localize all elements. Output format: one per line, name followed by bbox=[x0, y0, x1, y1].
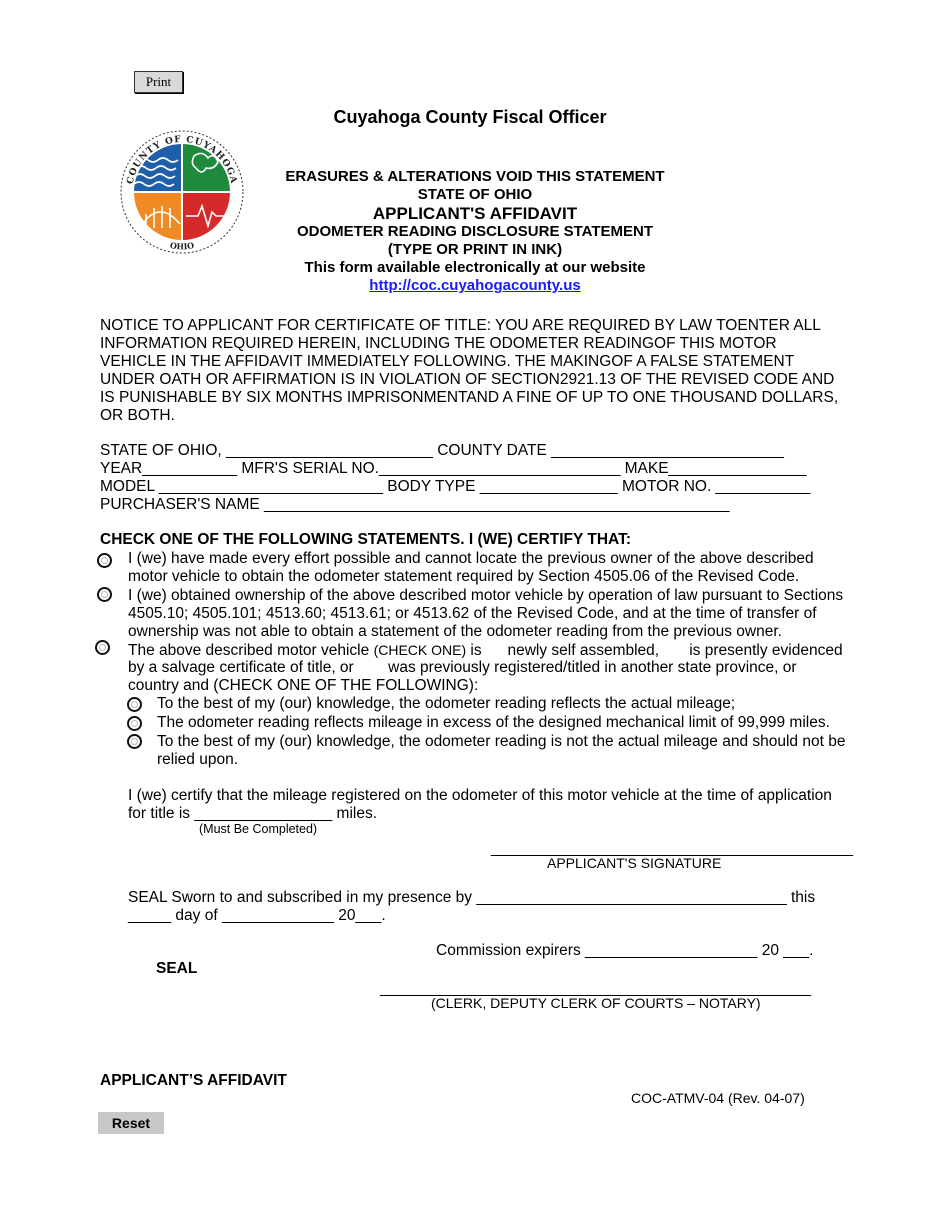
notice-line: INFORMATION REQUIRED HEREIN, INCLUDING THE ODOMETER READINGOF THIS MOTOR bbox=[100, 335, 777, 352]
actual-mileage-text: To the best of my (our) knowledge, the odometer reading reflects the actual mileage; bbox=[157, 695, 736, 712]
clerk-signature-line[interactable]: __________________________________________________ bbox=[380, 980, 812, 997]
statement-2-text: 4505.10; 4505.101; 4513.60; 4513.61; or 4513.62 of the Revised Code, and at the time of transfer of bbox=[128, 605, 817, 622]
header-line-1: ERASURES & ALTERATIONS VOID THIS STATEMENT bbox=[285, 168, 665, 185]
notice-line: VEHICLE IN THE AFFIDAVIT IMMEDIATELY FOLLOWING. THE MAKINGOF A FALSE STATEMENT bbox=[100, 353, 795, 370]
must-be-completed-note: (Must Be Completed) bbox=[199, 822, 318, 836]
check-heading: CHECK ONE OF THE FOLLOWING STATEMENTS. I (WE) CERTIFY THAT: bbox=[100, 531, 631, 548]
state-county-date-field[interactable]: STATE OF OHIO, ________________________ COUNTY DATE ___________________________ bbox=[100, 442, 784, 459]
signature-line[interactable]: __________________________________________ bbox=[491, 840, 854, 857]
statement-3-radio[interactable] bbox=[95, 640, 110, 655]
mileage-field[interactable]: for title is ________________ miles. bbox=[128, 805, 378, 822]
model-body-motor-field[interactable]: MODEL __________________________ BODY TYPE ________________ MOTOR NO. ___________ bbox=[100, 478, 811, 495]
statement-1-text: I (we) have made every effort possible and cannot locate the previous owner of the above described bbox=[128, 550, 814, 567]
footer-affidavit-label: APPLICANT’S AFFIDAVIT bbox=[100, 1072, 287, 1089]
statement-3-text: country and (CHECK ONE OF THE FOLLOWING): bbox=[128, 677, 479, 694]
sworn-statement-field[interactable]: SEAL Sworn to and subscribed in my presence by ____________________________________ this bbox=[128, 889, 816, 906]
statement-1-text: motor vehicle to obtain the odometer statement required by Section 4505.06 of the Revised Code. bbox=[128, 568, 800, 585]
statement-2-radio[interactable] bbox=[97, 587, 112, 602]
commission-expires-field[interactable]: Commission expirers ____________________ 20 ___. bbox=[436, 942, 814, 959]
notice-line: UNDER OATH OR AFFIRMATION IS IN VIOLATION OF SECTION2921.13 OF THE REVISED CODE AND bbox=[100, 371, 835, 388]
not-actual-mileage-text: To the best of my (our) knowledge, the odometer reading is not the actual mileage and should not be bbox=[157, 733, 846, 750]
county-seal-logo bbox=[118, 128, 246, 261]
not-actual-mileage-radio[interactable] bbox=[127, 734, 142, 749]
header-line-5: (TYPE OR PRINT IN INK) bbox=[387, 241, 563, 258]
form-title: APPLICANT'S AFFIDAVIT bbox=[372, 204, 578, 223]
print-button[interactable]: Print bbox=[134, 71, 183, 93]
purchaser-name-field[interactable]: PURCHASER'S NAME ______________________________________________________ bbox=[100, 496, 730, 513]
notice-line: NOTICE TO APPLICANT FOR CERTIFICATE OF TITLE: YOU ARE REQUIRED BY LAW TOENTER ALL bbox=[100, 317, 821, 334]
form-number: COC-ATMV-04 (Rev. 04-07) bbox=[631, 1090, 805, 1106]
statement-3-lead: The above described motor vehicle bbox=[128, 642, 370, 659]
clerk-label: (CLERK, DEPUTY CLERK OF COURTS – NOTARY) bbox=[431, 995, 761, 1011]
year-serial-make-field[interactable]: YEAR___________ MFR'S SERIAL NO.____________________________ MAKE________________ bbox=[100, 460, 807, 477]
certify-text: I (we) certify that the mileage registered on the odometer of this motor vehicle at the time of application bbox=[128, 787, 832, 804]
sworn-date-field[interactable]: _____ day of _____________ 20___. bbox=[128, 907, 386, 924]
notice-line: IS PUNISHABLE BY SIX MONTHS IMPRISONMENTAND A FINE OF UP TO ONE THOUSAND DOLLARS, bbox=[100, 389, 839, 406]
svg-text:OHIO: OHIO bbox=[169, 240, 195, 252]
website-link[interactable]: http://coc.cuyahogacounty.us bbox=[369, 277, 581, 294]
check-one-label: (CHECK ONE) bbox=[373, 642, 467, 658]
header-line-2: STATE OF OHIO bbox=[417, 186, 533, 203]
statement-3-options: is newly self assembled, is presently evidenced bbox=[466, 642, 843, 659]
statement-2-text: ownership was not able to obtain a statement of the odometer reading from the previous owner. bbox=[128, 623, 782, 640]
statement-3-text bbox=[128, 641, 843, 660]
header-line-6: This form available electronically at our website bbox=[304, 259, 646, 276]
excess-mileage-radio[interactable] bbox=[127, 716, 142, 731]
signature-label: APPLICANT'S SIGNATURE bbox=[547, 855, 722, 871]
statement-3-text: by a salvage certificate of title, or was previously registered/titled in another state province, or bbox=[128, 659, 797, 676]
statement-1-radio[interactable] bbox=[97, 553, 112, 568]
seal-label: SEAL bbox=[156, 960, 198, 977]
excess-mileage-text: The odometer reading reflects mileage in excess of the designed mechanical limit of 99,999 miles. bbox=[157, 714, 830, 731]
actual-mileage-radio[interactable] bbox=[127, 697, 142, 712]
notice-line: OR BOTH. bbox=[100, 407, 175, 424]
statement-2-text: I (we) obtained ownership of the above described motor vehicle by operation of law pursuant to Sections bbox=[128, 587, 844, 604]
header-line-4: ODOMETER READING DISCLOSURE STATEMENT bbox=[296, 223, 654, 240]
not-actual-mileage-text: relied upon. bbox=[157, 751, 239, 768]
reset-button[interactable]: Reset bbox=[98, 1112, 164, 1134]
page-title: Cuyahoga County Fiscal Officer bbox=[333, 107, 607, 127]
svg-text:COUNTY OF CUYAHOGA: COUNTY OF CUYAHOGA bbox=[125, 134, 239, 186]
